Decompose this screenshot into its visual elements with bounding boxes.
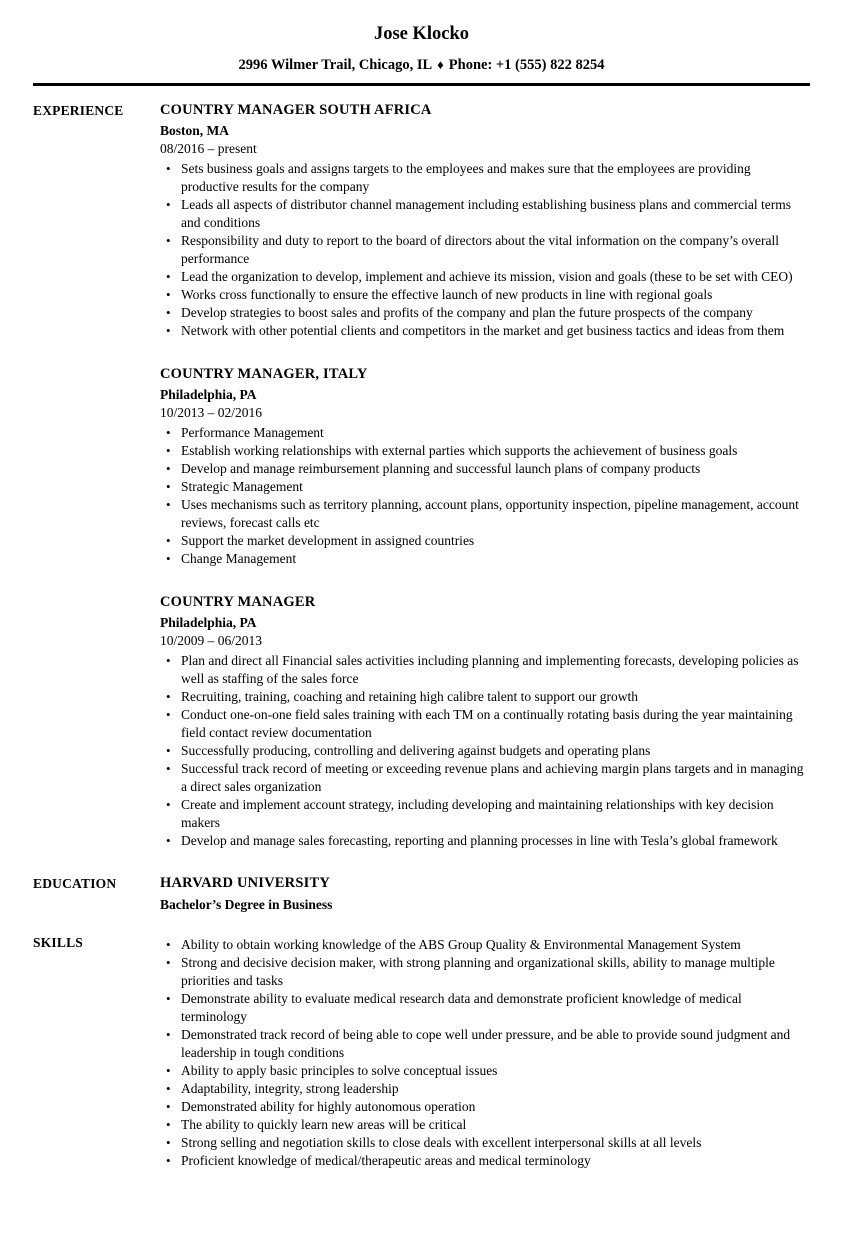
job-location: Philadelphia, PA bbox=[160, 615, 257, 630]
education-degree: Bachelor’s Degree in Business bbox=[160, 897, 333, 912]
job-bullet-item: • Network with other potential clients and competitors in the market and get business tactics and ideas from them bbox=[160, 322, 810, 340]
education-school: HARVARD UNIVERSITY bbox=[160, 875, 331, 891]
job-bullet-item: • Successful track record of meeting or exceeding revenue plans and achieving margin plans targets and in managing a direct sales organization bbox=[160, 760, 810, 796]
job-bullet-item: • Plan and direct all Financial sales activities including planning and implementing forecasts, developing policies as well as staffing of the sales force bbox=[160, 652, 810, 688]
contact-line bbox=[33, 56, 810, 74]
skills-section-label: SKILLS bbox=[33, 935, 83, 950]
job-bullet-item: • Sets business goals and assigns targets to the employees and makes sure that the employees are providing productive results for the company bbox=[160, 160, 810, 196]
person-name: Jose Klocko bbox=[373, 24, 470, 44]
skills-section bbox=[33, 933, 810, 1170]
skill-bullet-item: • Demonstrate ability to evaluate medical research data and demonstrate proficient knowledge of medical terminology bbox=[160, 990, 810, 1026]
job-bullet-item: • Strategic Management bbox=[160, 478, 810, 496]
job-location: Philadelphia, PA bbox=[160, 387, 257, 402]
skills-bullet-list bbox=[160, 936, 810, 1170]
job-bullet-list bbox=[160, 160, 810, 340]
experience-section-label: EXPERIENCE bbox=[33, 103, 124, 118]
job-bullet-item: • Uses mechanisms such as territory planning, account plans, opportunity inspection, pipeline management, account reviews, forecast calls etc bbox=[160, 496, 810, 532]
job-bullet-list bbox=[160, 424, 810, 568]
job-bullet-item: • Leads all aspects of distributor channel management including establishing business plans and commercial terms and conditions bbox=[160, 196, 810, 232]
skill-bullet-item: • Ability to apply basic principles to solve conceptual issues bbox=[160, 1062, 810, 1080]
skill-bullet-item: • Adaptability, integrity, strong leadership bbox=[160, 1080, 810, 1098]
job-entry bbox=[160, 593, 810, 850]
skill-bullet-item: • Proficient knowledge of medical/therapeutic areas and medical terminology bbox=[160, 1152, 810, 1170]
job-bullet-item: • Recruiting, training, coaching and retaining high calibre talent to support our growth bbox=[160, 688, 810, 706]
job-title: COUNTRY MANAGER SOUTH AFRICA bbox=[160, 102, 432, 118]
experience-section bbox=[33, 101, 810, 850]
skill-bullet-item: • Demonstrated ability for highly autonomous operation bbox=[160, 1098, 810, 1116]
skill-bullet-item: • Strong selling and negotiation skills to close deals with excellent interpersonal skills at all levels bbox=[160, 1134, 810, 1152]
skill-bullet-item: • Demonstrated track record of being able to cope well under pressure, and be able to provide sound judgment and leadership in tough conditions bbox=[160, 1026, 810, 1062]
education-section bbox=[33, 874, 810, 913]
job-bullet-item: • Lead the organization to develop, implement and achieve its mission, vision and goals (these to be set with CEO) bbox=[160, 268, 810, 286]
job-bullet-item: • Performance Management bbox=[160, 424, 810, 442]
job-bullet-item: • Support the market development in assigned countries bbox=[160, 532, 810, 550]
education-section-label: EDUCATION bbox=[33, 876, 117, 891]
education-content bbox=[160, 874, 810, 913]
skill-bullet-item: • Ability to obtain working knowledge of the ABS Group Quality & Environmental Management System bbox=[160, 936, 810, 954]
job-bullet-item: • Establish working relationships with external parties which supports the achievement of business goals bbox=[160, 442, 810, 460]
diamond-separator-icon: ♦ bbox=[437, 57, 444, 72]
job-bullet-item: • Works cross functionally to ensure the effective launch of new products in line with regional goals bbox=[160, 286, 810, 304]
job-location: Boston, MA bbox=[160, 123, 230, 138]
resume-header bbox=[33, 22, 810, 86]
job-title: COUNTRY MANAGER, ITALY bbox=[160, 366, 368, 382]
job-dates: 08/2016 – present bbox=[160, 141, 257, 156]
skills-content bbox=[160, 933, 810, 1170]
skill-bullet-item: • Strong and decisive decision maker, with strong planning and organizational skills, ability to manage multiple priorities and tasks bbox=[160, 954, 810, 990]
job-bullet-item: • Develop strategies to boost sales and profits of the company and plan the future prospects of the company bbox=[160, 304, 810, 322]
header-divider bbox=[33, 83, 810, 86]
job-dates: 10/2009 – 06/2013 bbox=[160, 633, 263, 648]
contact-address: 2996 Wilmer Trail, Chicago, IL bbox=[238, 57, 433, 73]
job-bullet-item: • Change Management bbox=[160, 550, 810, 568]
job-bullet-item: • Successfully producing, controlling and delivering against budgets and operating plans bbox=[160, 742, 810, 760]
job-bullet-item: • Create and implement account strategy, including developing and maintaining relationships with key decision makers bbox=[160, 796, 810, 832]
experience-content bbox=[160, 101, 810, 850]
job-entry bbox=[160, 365, 810, 568]
job-bullet-item: • Develop and manage sales forecasting, reporting and planning processes in line with Tesla’s global framework bbox=[160, 832, 810, 850]
job-bullet-list bbox=[160, 652, 810, 850]
job-entry bbox=[160, 101, 810, 340]
skill-bullet-item: • The ability to quickly learn new areas will be critical bbox=[160, 1116, 810, 1134]
job-bullet-item: • Responsibility and duty to report to the board of directors about the vital information on the company’s overall performance bbox=[160, 232, 810, 268]
contact-phone: Phone: +1 (555) 822 8254 bbox=[448, 57, 605, 73]
job-title: COUNTRY MANAGER bbox=[160, 594, 316, 610]
job-bullet-item: • Develop and manage reimbursement planning and successful launch plans of company products bbox=[160, 460, 810, 478]
job-bullet-item: • Conduct one-on-one field sales training with each TM on a continually rotating basis during the year maintaining field contact review documentation bbox=[160, 706, 810, 742]
job-dates: 10/2013 – 02/2016 bbox=[160, 405, 263, 420]
